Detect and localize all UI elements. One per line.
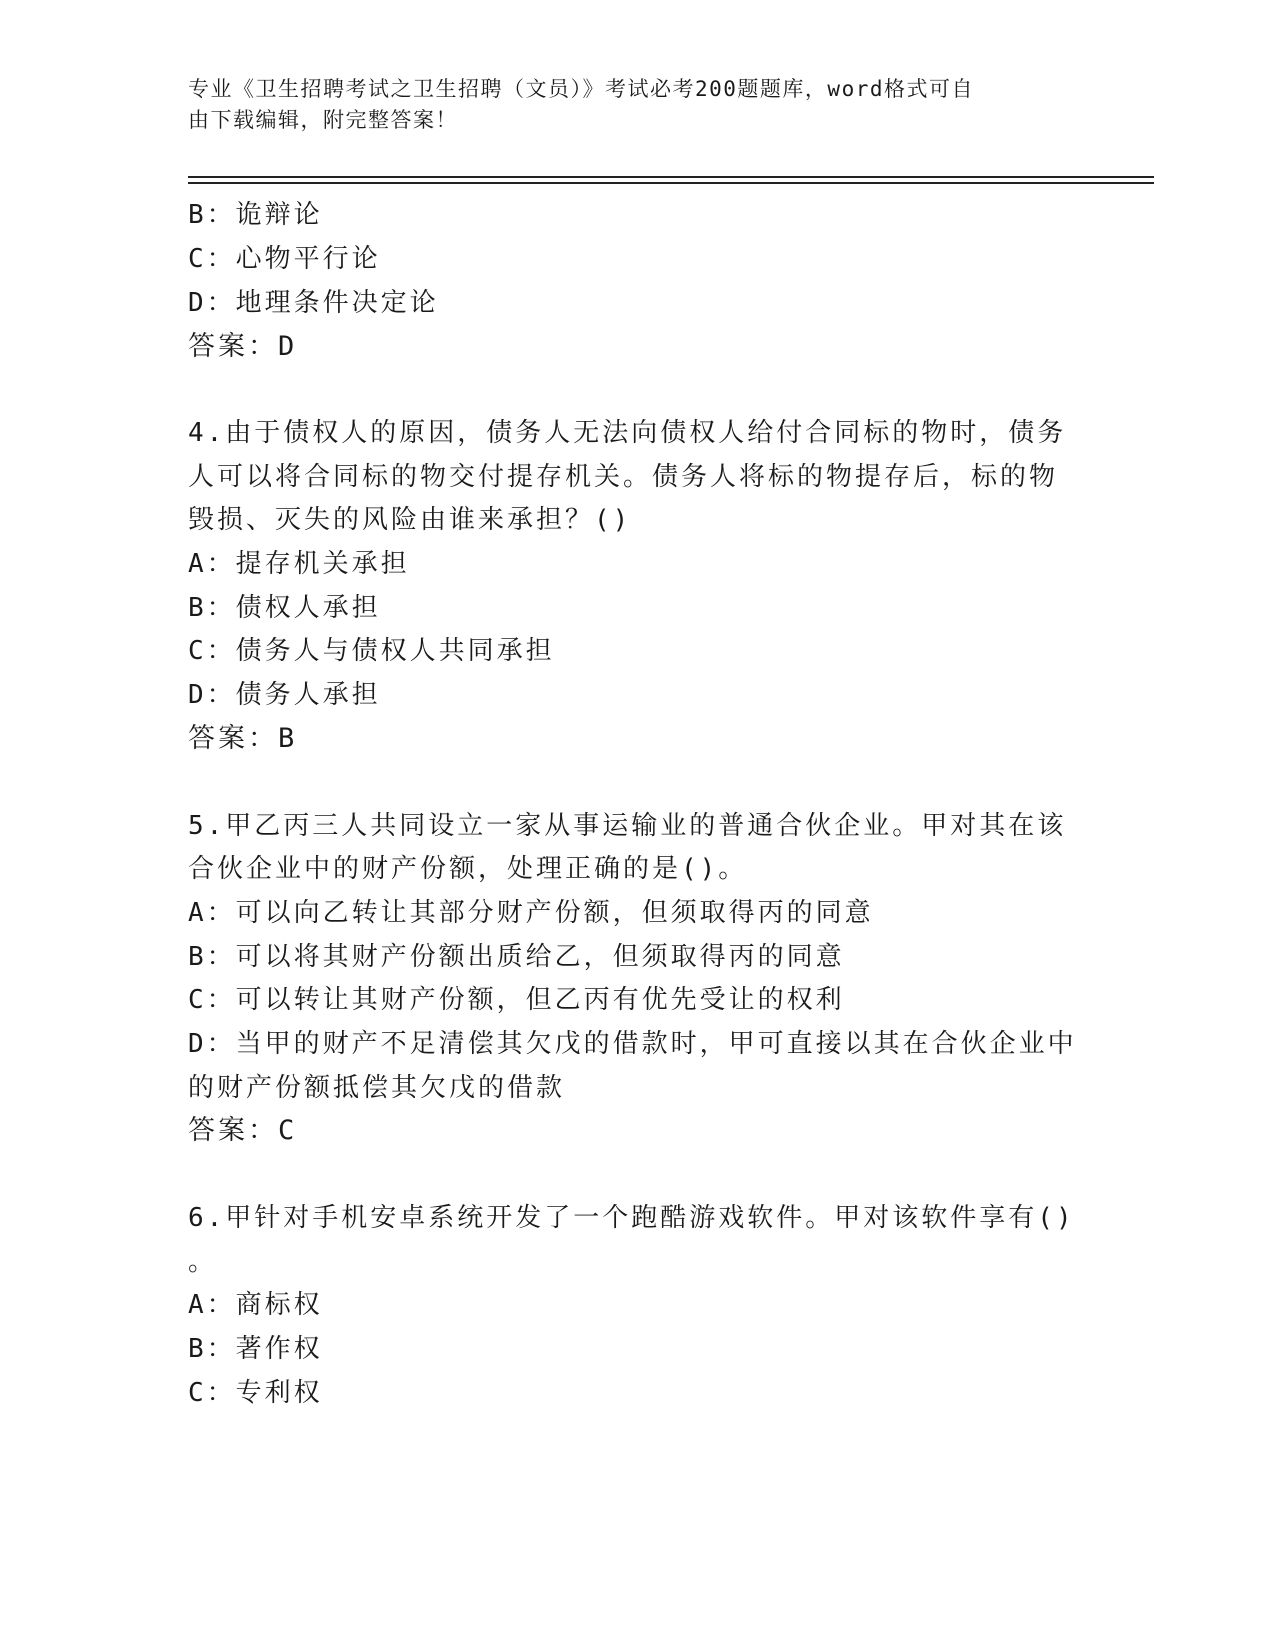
q3-option-b: B：诡辩论 [188, 200, 323, 230]
q6-stem-line-1: 6.甲针对手机安卓系统开发了一个跑酷游戏软件。甲对该软件享有() [188, 1203, 1075, 1233]
q3-option-c: C：心物平行论 [188, 244, 381, 274]
q5-option-d-line-2: 的财产份额抵偿其欠戊的借款 [188, 1073, 566, 1103]
q3-option-d: D：地理条件决定论 [188, 288, 439, 318]
q4-stem-line-3: 毁损、灭失的风险由谁来承担？() [188, 505, 632, 535]
q5-option-c: C：可以转让其财产份额，但乙丙有优先受让的权利 [188, 985, 845, 1015]
q5-option-a: A：可以向乙转让其部分财产份额，但须取得丙的同意 [188, 898, 874, 928]
header-divider-top [188, 176, 1154, 178]
q4-stem-line-2: 人可以将合同标的物交付提存机关。债务人将标的物提存后，标的物 [188, 462, 1059, 492]
q6-option-c: C：专利权 [188, 1378, 323, 1408]
q5-stem-line-1: 5.甲乙丙三人共同设立一家从事运输业的普通合伙企业。甲对其在该 [188, 811, 1067, 841]
header-line-1: 专业《卫生招聘考试之卫生招聘（文员）》考试必考200题题库，word格式可自 [188, 77, 974, 101]
q5-option-d-line-1: D：当甲的财产不足清偿其欠戊的借款时，甲可直接以其在合伙企业中 [188, 1029, 1077, 1059]
q4-option-c: C：债务人与债权人共同承担 [188, 636, 555, 666]
header-line-2: 由下载编辑，附完整答案！ [188, 108, 458, 132]
q6-option-b: B：著作权 [188, 1334, 323, 1364]
q4-option-b: B：债权人承担 [188, 593, 381, 623]
q5-answer: 答案：C [188, 1115, 298, 1146]
q4-stem-line-1: 4.由于债权人的原因，债务人无法向债权人给付合同标的物时，债务 [188, 418, 1067, 448]
q5-option-b: B：可以将其财产份额出质给乙，但须取得丙的同意 [188, 942, 845, 972]
header-divider-bottom [188, 182, 1154, 184]
q6-option-a: A：商标权 [188, 1290, 323, 1320]
q4-option-d: D：债务人承担 [188, 680, 381, 710]
q6-stem-line-2: 。 [188, 1247, 218, 1277]
q4-answer: 答案：B [188, 723, 298, 754]
q3-answer: 答案：D [188, 331, 298, 362]
q4-option-a: A：提存机关承担 [188, 549, 410, 579]
document-header [188, 74, 1068, 136]
q5-stem-line-2: 合伙企业中的财产份额，处理正确的是()。 [188, 854, 748, 884]
